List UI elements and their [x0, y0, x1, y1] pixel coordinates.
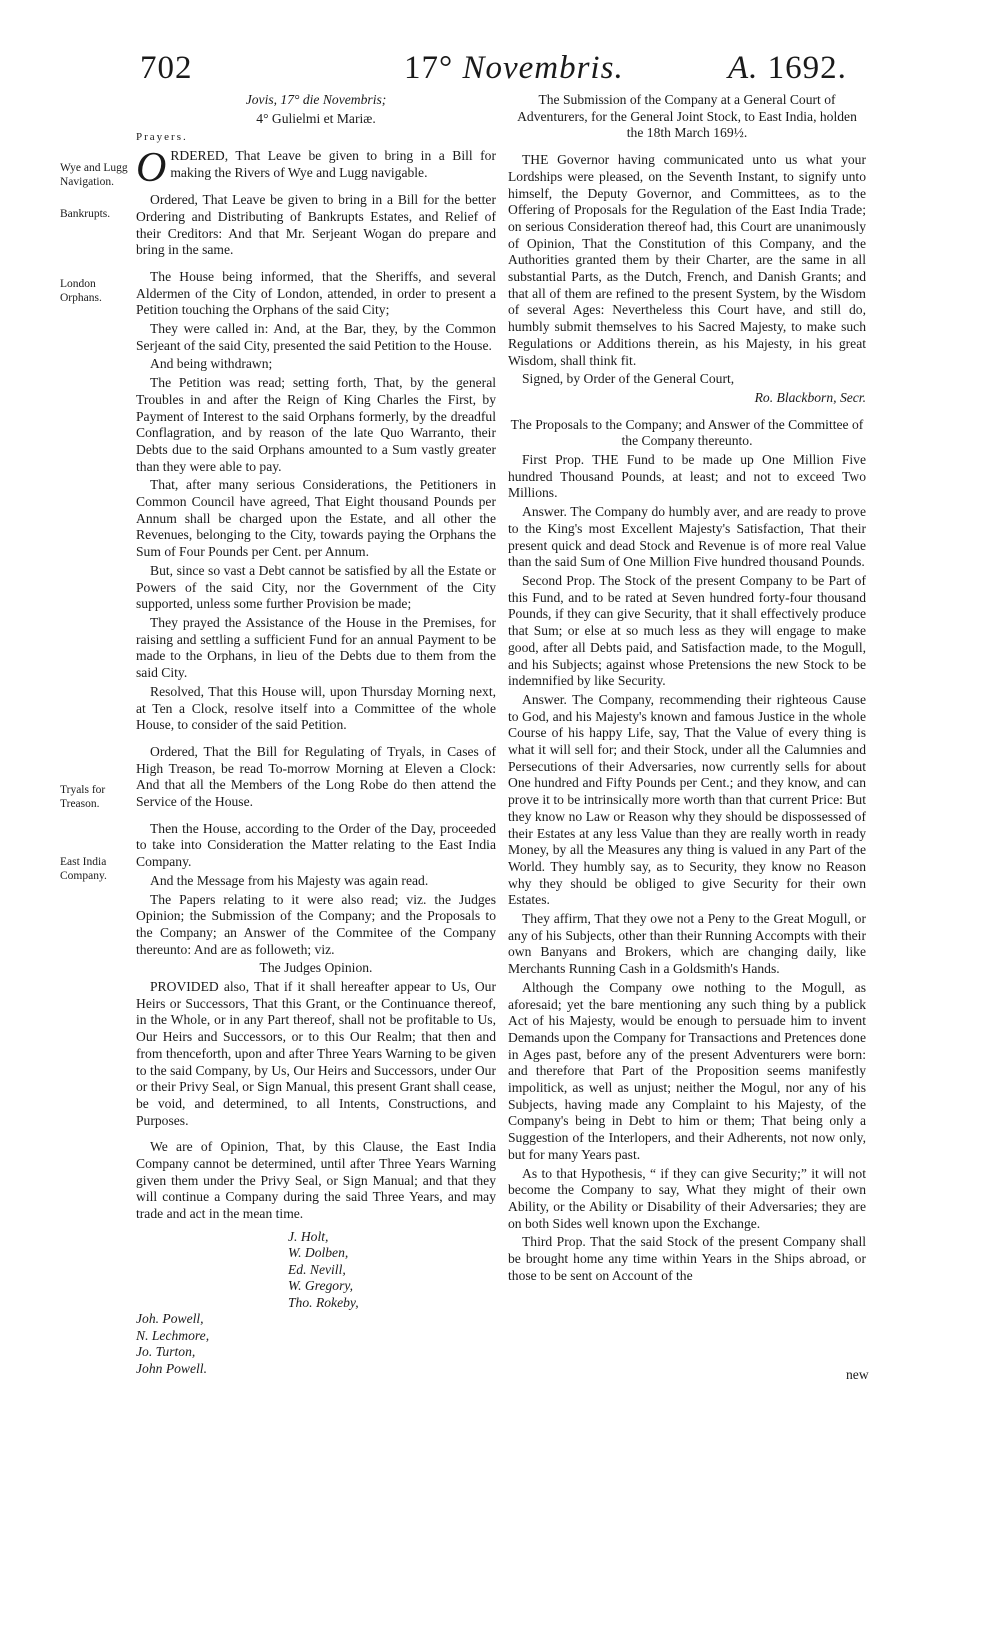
order-wye-lugg-text: RDERED, That Leave be given to bring in a Bill for making the Rivers of Wye and Lugg navigable.	[170, 148, 496, 180]
margin-note-orphans: London Orphans.	[60, 278, 102, 304]
margin-note-tryals: Tryals for Treason.	[60, 784, 106, 810]
signature: N. Lechmore,	[136, 1327, 210, 1343]
second-prop: Second Prop. The Stock of the present Company to be Part of this Fund, and to be rated at Seven hundred forty-four thousand Pounds, if they can give Security, that it shall effectively produce that Sum; or else at so much less as they will engage to make good, after all Debts paid, and Satisfaction made, to the Mogull, and his Subjects; against whose Pretensions the new Stock to be indemnified by like Security.	[508, 572, 866, 689]
signature: W. Gregory,	[288, 1278, 354, 1294]
margin-note-wye: Wye and Lugg Navigation.	[60, 162, 128, 188]
signatures-col-2	[136, 1311, 236, 1377]
header-year-letter: A.	[728, 50, 759, 86]
second-answer: Answer. The Company, recommending their righteous Cause to God, and his Majesty's known and famous Justice in the whole Course of his happy Life, say, That the Value of every thing is what it will sell for; and their Stock, under all the Calumnies and Persecutions of their Adversaries, now currently sells for about One hundred and Fifty Pounds per Cent.; and they know, and can prove it to be intrinsically more worth than that current Price: But they know no Law or Reason why they should be dispossessed of their Estates at any less Value than they are really worth in ready Money, by all the Measures any thing is valued in any Part of the World. They humbly say, as to Security, they know no Reason why they should be obliged to give Security for their own Estates.	[508, 691, 866, 908]
para-affirm: They affirm, That they owe not a Peny to the Great Mogull, or any of his Subjects, other than their Running Accompts with their own Banyans and Brokers, which are changing daily, like Merchants Running Cash in a Goldsmith's Hands.	[508, 911, 866, 977]
para-message: And the Message from his Majesty was again read.	[150, 872, 429, 888]
proposals-heading: The Proposals to the Company; and Answer of the Committee of the Company thereunto.	[510, 416, 864, 449]
para-considerations: That, after many serious Considerations, the Petitioners in Common Council have agreed, That Eight thousand Pounds per Annum shall be charged upon the Estate, and all other the Revenues, belonging to the City, towards paying the Orphans the Sum of Four Pounds per Cent. per Annum.	[136, 477, 496, 560]
order-wye-lugg	[136, 145, 496, 192]
signatures-col-1	[288, 1229, 398, 1312]
margin-note-eastindia: East India Company.	[60, 856, 107, 882]
dateline-1: Jovis, 17° die Novembris;	[245, 92, 387, 107]
para-hypothesis: As to that Hypothesis, “ if they can give Security;” it will not become the Company to say, What they might of their own Ability, or the Ability or Disability of their Adversaries; they are on both Sides well known upon the Exchange.	[508, 1165, 866, 1231]
prayers-heading: Prayers.	[136, 131, 188, 144]
first-prop: First Prop. THE Fund to be made up One Million Five hundred Thousand Pounds, at least; and not to exceed Two Millions.	[508, 452, 866, 501]
header-year-num: 1692.	[767, 50, 847, 86]
signature: Joh. Powell,	[136, 1311, 204, 1327]
signature: Jo. Turton,	[136, 1344, 196, 1360]
right-column	[508, 92, 866, 1287]
header-date	[404, 50, 624, 87]
submission-body: THE Governor having communicated unto us what your Lordships were pleased, on the Seventh Instant, to signify unto himself, the Deputy Governor, and Committees, as to the Offering of Proposals for the Regulation of the East India Trade; on serious Consideration thereof had, this Court are unanimously of Opinion, That the Constitution of this Company, and the Authorities granted them by their Charter, are the same in all substantial Parts, as the Dutch, French, and Danish Grants; and that all of them are refined to the present System, by the Wisdom of several Ages: Nevertheless this Court have, and still do, humbly submit themselves to his Sacred Majesty, to make such Regulations or Additions therein, as his Majesty, in his great Wisdom, shall think fit.	[508, 152, 866, 368]
para-petition-read: The Petition was read; setting forth, That, by the general Troubles in and after the Reign of King Charles the First, by Payment of Interest to the said Orphans formerly, by the dreadful Conflagration, and by reason of the late Quo Warranto, their Debts due to the said Orphans amounted to a Sum vastly greater than they were able to pay.	[136, 375, 496, 474]
para-we-are-of-opinion: We are of Opinion, That, by this Clause, the East India Company cannot be determined, until after Three Years Warning given them under the Privy Seal, or Sign Manual; and that they will continue a Company during the said Three Years, and may trade and act in the mean time.	[136, 1139, 496, 1222]
para-orphans-informed: The House being informed, that the Sheriffs, and several Aldermen of the City of London, attended, in order to present a Petition touching the Orphans of the said City;	[136, 268, 496, 318]
signature: W. Dolben,	[288, 1245, 349, 1261]
order-tryals: Ordered, That the Bill for Regulating of Tryals, in Cases of High Treason, be read To-morrow Morning at Eleven a Clock: And that all the Members of the Long Robe do then attend the Service of the House.	[136, 743, 496, 810]
signature: J. Holt,	[288, 1228, 329, 1244]
page-number: 702	[140, 50, 193, 86]
submission-signed: Signed, by Order of the General Court,	[522, 371, 735, 387]
para-called-in: They were called in: And, at the Bar, they, by the Common Serjeant of the said City, presented the said Petition to the House.	[136, 321, 496, 353]
signature: Tho. Rokeby,	[288, 1294, 359, 1310]
signature: John Powell.	[136, 1360, 207, 1376]
para-withdrawn: And being withdrawn;	[150, 356, 273, 372]
margin-note-bankrupts: Bankrupts.	[60, 208, 111, 220]
para-resolved: Resolved, That this House will, upon Thursday Morning next, at Ten a Clock, resolve itself into a Committee of the whole House, to consider of the said Petition.	[136, 683, 496, 733]
signature: Ed. Nevill,	[288, 1261, 346, 1277]
drop-cap: O	[136, 145, 167, 192]
para-papers: The Papers relating to it were also read; viz. the Judges Opinion; the Submission of the Company; and the Proposals to the Company; an Answer of the Commitee of the Company thereunto: And are as followeth; viz.	[136, 891, 496, 957]
dateline-2: 4° Gulielmi et Mariæ.	[256, 110, 376, 126]
para-although: Although the Company owe nothing to the Mogull, as aforesaid; yet the bare mentioning any such thing by a publick Act of his Majesty, would be enough to persuade him to invent Demands upon the Company for Transactions and Pretences done in Ages past, before any of the present Adventurers were born: and therefore that Part of the Proposition seems manifestly impolitick, as well as unjust; neither the Mogul, nor any of his Subjects, having made any Complaint to his Majesty, of the Company's being in Debt to him or them; That being only a Suggestion of the Interlopers, and their Adherents, not now only, but for many Years past.	[508, 979, 866, 1162]
third-prop: Third Prop. That the said Stock of the present Company shall be brought home any time within Years in the Ships abroad, or those to be sent on Account of the	[508, 1234, 866, 1283]
judges-opinion-heading: The Judges Opinion.	[259, 960, 373, 976]
page-header	[0, 50, 992, 90]
header-date-word: Novembris.	[462, 50, 624, 86]
first-answer: Answer. The Company do humbly aver, and are ready to prove to the King's most Excellent Majesty's Satisfaction, That their present quick and dead Stock and Revenue is of more real Value than the said Sum of One Million Five hundred thousand Pounds.	[508, 504, 866, 570]
order-bankrupts: Ordered, That Leave be given to bring in a Bill for the better Ordering and Distributing of Bankrupts Estates, and Relief of their Creditors: And that Mr. Serjeant Wogan do prepare and bring in the same.	[136, 192, 496, 258]
catchword: new	[846, 1367, 869, 1382]
submission-signatory: Ro. Blackborn, Secr.	[754, 389, 866, 405]
para-east-india: Then the House, according to the Order of the Day, proceeded to take into Consideration the Matter relating to the East India Company.	[136, 820, 496, 870]
left-column	[136, 92, 496, 1377]
para-provided: PROVIDED also, That if it shall hereafter appear to Us, Our Heirs or Successors, That this Grant, or the Continuance thereof, in the Whole, or in any Part thereof, shall not be profitable to Us, Our Heirs and Successors, or to this Our Realm; that then and from thenceforth, upon and after Three Years Warning to be given to the said Company, by Us, Our Heirs and Successors, under Our or their Privy Seal, or Sign Manual, this present Grant shall cease, be void, and determined, to all Intents, Constructions, and Purposes.	[136, 979, 496, 1128]
submission-heading: The Submission of the Company at a General Court of Adventurers, for the General Joint Stock, to East India, holden the 18th March 169½.	[517, 92, 857, 141]
signatures	[136, 1229, 496, 1378]
header-date-num: 17°	[404, 50, 454, 86]
para-vast-debt: But, since so vast a Debt cannot be satisfied by all the Estate or Powers of the said City, nor the Government of the City supported, unless some further Provision be made;	[136, 562, 496, 612]
para-prayed: They prayed the Assistance of the House in the Premises, for raising and settling a sufficient Fund for an annual Payment to be made to the Orphans, in lieu of the Debts due to them from the said City.	[136, 614, 496, 681]
header-year	[728, 50, 847, 87]
